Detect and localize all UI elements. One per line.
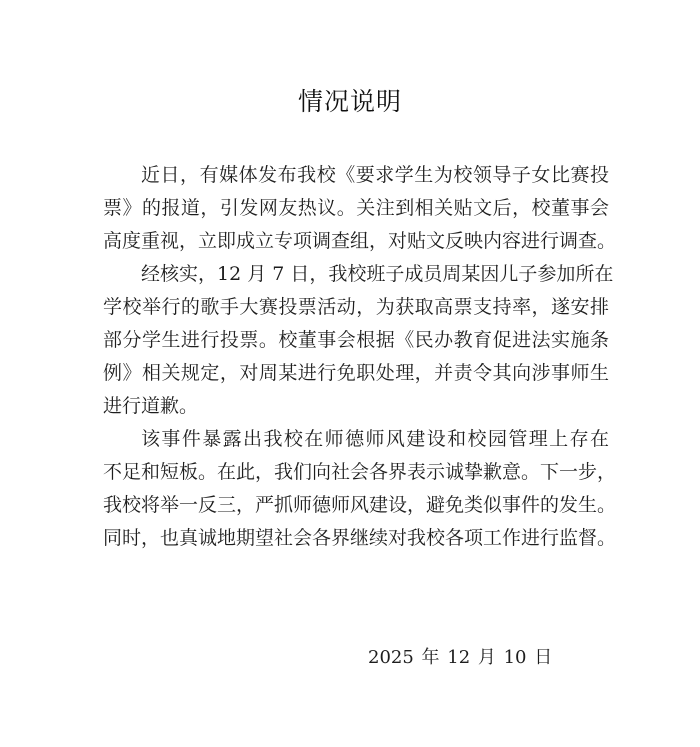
paragraph-line: 该事件暴露出我校在师德师风建设和校园管理上存在: [141, 428, 609, 450]
document-title: 情况说明: [297, 87, 402, 116]
paragraph-line: 我校将举一反三，严抓师德师风建设，避免类似事件的发生。: [103, 494, 617, 516]
paragraph-line: 票》的报道，引发网友热议。关注到相关贴文后，校董事会: [103, 197, 609, 219]
paragraph-line: 进行道歉。: [103, 395, 199, 417]
paragraph-line: 不足和短板。在此，我们向社会各界表示诚挚歉意。下一步，: [103, 461, 617, 483]
paragraph-line: 高度重视，立即成立专项调查组，对贴文反映内容进行调查。: [103, 230, 617, 252]
paragraph-line: 近日，有媒体发布我校《要求学生为校领导子女比赛投: [141, 164, 609, 186]
document-date: 2025 年 12 月 10 日: [368, 647, 553, 668]
paragraph-line: 例》相关规定，对周某进行免职处理，并责令其向涉事师生: [103, 362, 609, 384]
paragraph-line: 同时，也真诚地期望社会各界继续对我校各项工作进行监督。: [103, 527, 617, 549]
paragraph-line: 经核实，12 月 7 日，我校班子成员周某因儿子参加所在: [141, 263, 614, 285]
paragraph-line: 部分学生进行投票。校董事会根据《民办教育促进法实施条: [103, 329, 609, 351]
paragraph-line: 学校举行的歌手大赛投票活动，为获取高票支持率，遂安排: [103, 296, 609, 318]
